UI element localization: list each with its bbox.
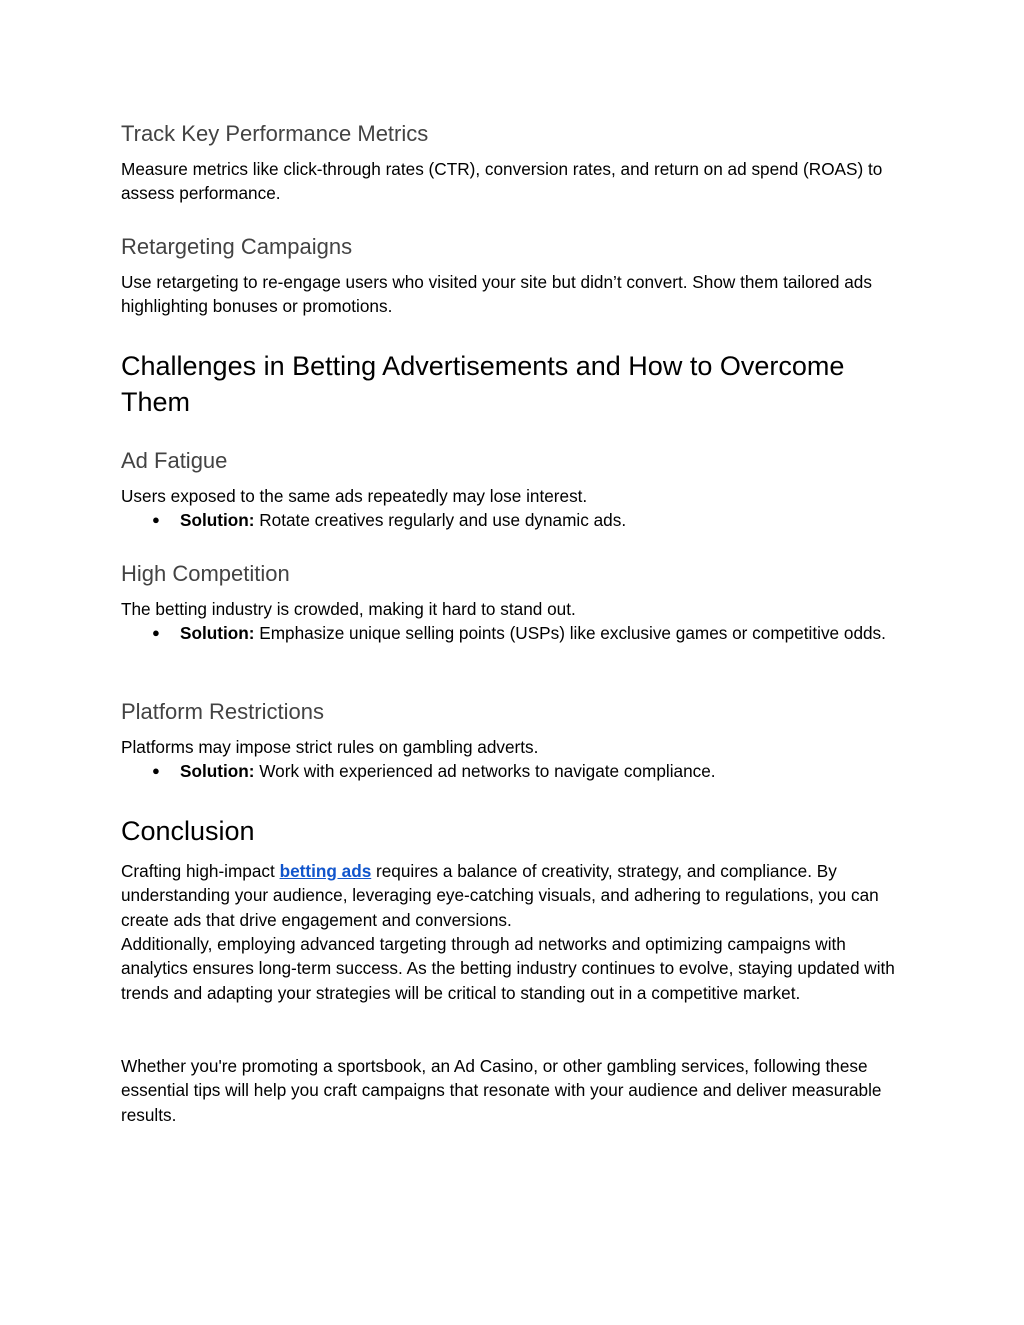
- list-item-platform-restrictions-solution: [152, 759, 892, 783]
- bullet-icon: ●: [152, 763, 160, 778]
- heading-track-metrics: Track Key Performance Metrics: [121, 121, 429, 146]
- bullet-text: [180, 759, 892, 783]
- heading-challenges: Challenges in Betting Advertisements and How to Overcome Them: [121, 351, 845, 417]
- paragraph-conclusion-2: Additionally, employing advanced targeting through ad networks and optimizing campaigns with analytics ensures long-term success. As the betting industry continues to evolve, staying updated with trends and adapting your strategies will be critical to standing out in a competitive market.: [121, 934, 895, 1003]
- heading-platform-restrictions: Platform Restrictions: [121, 699, 324, 724]
- bullet-icon: ●: [152, 512, 160, 527]
- heading-ad-fatigue: Ad Fatigue: [121, 448, 228, 473]
- betting-ads-link[interactable]: betting ads: [279, 861, 372, 881]
- solution-label: Solution:: [180, 623, 255, 643]
- solution-label: Solution:: [180, 761, 255, 781]
- conclusion-text-before-link: Crafting high-impact: [121, 861, 280, 881]
- conclusion-text-after-link: requires a balance of creativity, strategy, and compliance. By understanding your audience, leveraging eye-catching visuals, and adhering to regulations, you can create ads that drive engagement and conversions.: [121, 861, 879, 930]
- list-item-high-competition-solution: [152, 621, 892, 645]
- solution-label: Solution:: [180, 510, 255, 530]
- paragraph-ad-fatigue: Users exposed to the same ads repeatedly may lose interest.: [121, 486, 588, 506]
- bullet-icon: ●: [152, 625, 160, 640]
- heading-conclusion: Conclusion: [121, 816, 255, 846]
- paragraph-platform-restrictions: Platforms may impose strict rules on gambling adverts.: [121, 737, 539, 757]
- paragraph-conclusion-1: [121, 859, 911, 932]
- bullet-text: [180, 621, 892, 645]
- heading-retargeting: Retargeting Campaigns: [121, 234, 353, 259]
- paragraph-retargeting: Use retargeting to re-engage users who visited your site but didn’t convert. Show them tailored ads highlighting bonuses or promotions.: [121, 272, 872, 317]
- list-item-ad-fatigue-solution: [152, 508, 892, 532]
- solution-text: Emphasize unique selling points (USPs) like exclusive games or competitive odds.: [254, 623, 886, 643]
- paragraph-high-competition: The betting industry is crowded, making it hard to stand out.: [121, 599, 576, 619]
- solution-text: Rotate creatives regularly and use dynamic ads.: [254, 510, 627, 530]
- paragraph-conclusion-3: Whether you're promoting a sportsbook, an Ad Casino, or other gambling services, following these essential tips will help you craft campaigns that resonate with your audience and deliver measurable results.: [121, 1056, 882, 1125]
- solution-text: Work with experienced ad networks to navigate compliance.: [254, 761, 716, 781]
- bullet-text: [180, 508, 892, 532]
- paragraph-track-metrics: Measure metrics like click-through rates (CTR), conversion rates, and return on ad spend (ROAS) to assess performance.: [121, 159, 883, 204]
- heading-high-competition: High Competition: [121, 561, 290, 586]
